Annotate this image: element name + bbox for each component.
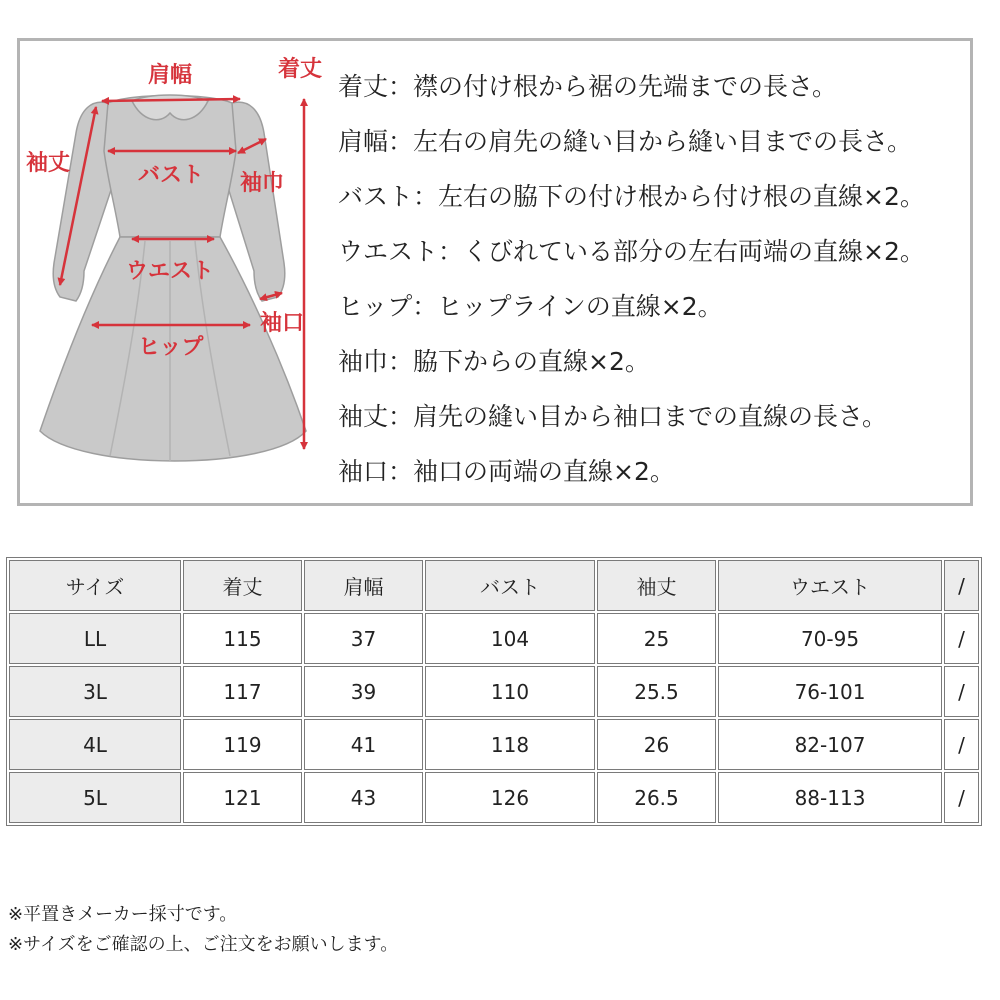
table-row <box>9 666 979 717</box>
kitake-cell: 115 <box>183 613 302 664</box>
definition-item: ヒップ：ヒップラインの直線×2。 <box>338 292 723 321</box>
slash-cell: / <box>944 613 979 664</box>
waist-cell: 76-101 <box>718 666 942 717</box>
definition-item: 袖口：袖口の両端の直線×2。 <box>338 457 675 486</box>
kitake-cell: 117 <box>183 666 302 717</box>
kitake-cell: 119 <box>183 719 302 770</box>
definition-list <box>338 59 925 499</box>
label-sodetake: 袖丈 <box>26 151 71 176</box>
sodetake-cell: 26 <box>597 719 716 770</box>
slash-cell: / <box>944 666 979 717</box>
header-size: サイズ <box>9 560 181 611</box>
table-row <box>9 772 979 823</box>
definition-item: 袖巾：脇下からの直線×2。 <box>338 347 650 376</box>
note-line: ※平置きメーカー採寸です。 <box>8 904 238 925</box>
katahaba-cell: 39 <box>304 666 423 717</box>
definition-item: 袖丈：肩先の縫い目から袖口までの直線の長さ。 <box>338 402 888 431</box>
label-bust: バスト <box>138 163 205 188</box>
label-waist: ウエスト <box>126 259 215 284</box>
label-katahaba: 肩幅 <box>148 63 193 88</box>
slash-cell: / <box>944 719 979 770</box>
header-katahaba: 肩幅 <box>304 560 423 611</box>
bust-cell: 110 <box>425 666 595 717</box>
size-cell: LL <box>9 613 181 664</box>
size-cell: 4L <box>9 719 181 770</box>
label-kitake: 着丈 <box>278 57 323 82</box>
definition-item: 肩幅：左右の肩先の縫い目から縫い目までの長さ。 <box>338 127 913 156</box>
table-row <box>9 613 979 664</box>
label-sodehaba: 袖巾 <box>240 171 285 196</box>
table-header-row <box>9 560 979 611</box>
notes <box>8 900 398 960</box>
slash-cell: / <box>944 772 979 823</box>
definition-item: バスト：左右の脇下の付け根から付け根の直線×2。 <box>338 182 925 211</box>
label-sodeguchi: 袖口 <box>260 311 305 336</box>
waist-cell: 88-113 <box>718 772 942 823</box>
definition-item: ウエスト：くびれている部分の左右両端の直線×2。 <box>338 237 925 266</box>
size-cell: 5L <box>9 772 181 823</box>
measurement-diagram-panel <box>17 38 973 506</box>
sodetake-cell: 25 <box>597 613 716 664</box>
header-kitake: 着丈 <box>183 560 302 611</box>
katahaba-cell: 37 <box>304 613 423 664</box>
katahaba-cell: 43 <box>304 772 423 823</box>
note-line: ※サイズをご確認の上、ご注文をお願いします。 <box>8 934 399 955</box>
waist-cell: 70-95 <box>718 613 942 664</box>
kitake-cell: 121 <box>183 772 302 823</box>
size-cell: 3L <box>9 666 181 717</box>
bust-cell: 104 <box>425 613 595 664</box>
header-bust: バスト <box>425 560 595 611</box>
sodetake-cell: 26.5 <box>597 772 716 823</box>
label-hip: ヒップ <box>138 335 204 360</box>
katahaba-cell: 41 <box>304 719 423 770</box>
waist-cell: 82-107 <box>718 719 942 770</box>
table-row <box>9 719 979 770</box>
bust-cell: 118 <box>425 719 595 770</box>
bust-cell: 126 <box>425 772 595 823</box>
header-slash: / <box>944 560 979 611</box>
size-table <box>6 557 982 826</box>
header-waist: ウエスト <box>718 560 942 611</box>
sodetake-cell: 25.5 <box>597 666 716 717</box>
definition-item: 着丈：襟の付け根から裾の先端までの長さ。 <box>338 72 838 101</box>
header-sodetake: 袖丈 <box>597 560 716 611</box>
